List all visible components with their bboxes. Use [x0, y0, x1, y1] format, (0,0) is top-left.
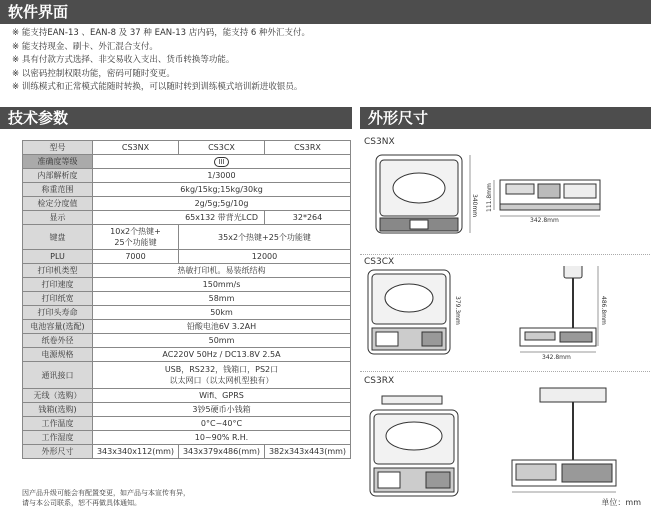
roll-label: 纸卷外径 [23, 334, 93, 348]
table-row [23, 250, 351, 264]
table-row [23, 155, 351, 169]
wireless-label: 无线（选购） [23, 389, 93, 403]
software-header: 软件界面 [0, 0, 651, 24]
dim-depth: 379.3mm [454, 296, 461, 325]
tech-specs-header: 技术参数 [0, 107, 352, 129]
size-nx: 343x340x112(mm) [93, 445, 179, 459]
model-label: 型号 [23, 141, 93, 155]
drawer-label: 钱箱(选购) [23, 403, 93, 417]
feature-item: ※ 具有付款方式选择、非交易收入支出、货币转换等功能。 [12, 54, 310, 68]
plu-label: PLU [23, 250, 93, 264]
paper-width-value: 58mm [93, 292, 351, 306]
print-speed-value: 150mm/s [93, 278, 351, 292]
feature-item: ※ 以密码控制权限功能，密码可随时变更。 [12, 68, 310, 82]
keyboard-value-nx-1: 10x2个热键+ [110, 227, 161, 236]
table-row [23, 183, 351, 197]
model-rx: CS3RX [265, 141, 351, 155]
comm-value-1: USB，RS232，钱箱口，PS2口 [164, 365, 279, 374]
power-label: 电源规格 [23, 348, 93, 362]
table-row [23, 362, 351, 389]
humidity-label: 工作湿度 [23, 431, 93, 445]
battery-value: 铅酸电池6V 3.2AH [93, 320, 351, 334]
display-value: 65x132 带背光LCD [93, 211, 265, 225]
cs3cx-diagram [362, 266, 647, 366]
accuracy-label: 准确度等级 [23, 155, 93, 169]
division-label: 检定分度值 [23, 197, 93, 211]
resolution-value: 1/3000 [93, 169, 351, 183]
display-label: 显示 [23, 211, 93, 225]
table-row [23, 264, 351, 278]
plu-value: 12000 [179, 250, 351, 264]
spec-table [22, 140, 351, 459]
keyboard-value-nx-2: 25个功能键 [114, 238, 157, 247]
comm-value-2: 以太网口（以太网机型独有） [169, 376, 274, 385]
range-label: 称重范围 [23, 183, 93, 197]
keyboard-value: 35x2个热键+25个功能键 [179, 225, 351, 250]
wireless-value: Wifi、GPRS [93, 389, 351, 403]
cs3nx-diagram [370, 150, 645, 250]
paper-width-label: 打印纸宽 [23, 292, 93, 306]
comm-label: 通讯接口 [23, 362, 93, 389]
dim-height: 111.8mm [486, 183, 493, 212]
table-row [23, 431, 351, 445]
feature-item: ※ 能支持现金、刷卡、外汇混合支付。 [12, 41, 310, 55]
footnote [22, 488, 190, 508]
diagram-label-cs3cx: CS3CX [364, 257, 395, 267]
table-row [23, 445, 351, 459]
accuracy-class-badge: III [214, 157, 228, 167]
table-row [23, 292, 351, 306]
table-row [23, 211, 351, 225]
size-rx: 382x343x443(mm) [265, 445, 351, 459]
dim-width: 342.8mm [542, 354, 571, 361]
size-label: 外形尺寸 [23, 445, 93, 459]
dimensions-header: 外形尺寸 [360, 107, 651, 129]
table-row [23, 278, 351, 292]
temp-value: 0°C~40°C [93, 417, 351, 431]
feature-item: ※ 训练模式和正常模式能随时转换，可以随时转到训练模式培训新进收银员。 [12, 81, 310, 95]
table-row [23, 225, 351, 250]
table-row [23, 334, 351, 348]
division-value: 2g/5g;5g/10g [93, 197, 351, 211]
printer-type-label: 打印机类型 [23, 264, 93, 278]
table-row [23, 197, 351, 211]
table-row [23, 320, 351, 334]
temp-label: 工作温度 [23, 417, 93, 431]
battery-label: 电池容量(选配) [23, 320, 93, 334]
table-row [23, 306, 351, 320]
table-row [23, 141, 351, 155]
table-row [23, 389, 351, 403]
unit-label: 单位：mm [601, 498, 641, 507]
resolution-label: 内部解析度 [23, 169, 93, 183]
table-row [23, 403, 351, 417]
head-life-value: 50km [93, 306, 351, 320]
dim-depth: 340mm [471, 194, 478, 218]
footnote-line-2: 请与本公司联系，恕不再做具体通知。 [22, 499, 141, 507]
humidity-value: 10~90% R.H. [93, 431, 351, 445]
dim-width: 342.8mm [530, 217, 559, 224]
keyboard-label: 键盘 [23, 225, 93, 250]
footnote-line-1: 因产品升级可能会有配置变更，如产品与本宣传有异， [22, 489, 190, 497]
plu-value-nx: 7000 [93, 250, 179, 264]
display-value-rx: 32*264 [265, 211, 351, 225]
range-value: 6kg/15kg;15kg/30kg [93, 183, 351, 197]
model-nx: CS3NX [93, 141, 179, 155]
table-row [23, 417, 351, 431]
feature-item: ※ 能支持EAN-13 、EAN-8 及 37 种 EAN-13 店内码，能支持 6 种外汇支付。 [12, 27, 310, 41]
model-cx: CS3CX [179, 141, 265, 155]
diagram-label-cs3nx: CS3NX [364, 137, 395, 147]
drawer-value: 3钞5硬币小钱箱 [93, 403, 351, 417]
printer-type-value: 热敏打印机。易装纸结构 [93, 264, 351, 278]
dim-height: 486.8mm [600, 296, 607, 325]
table-row [23, 348, 351, 362]
head-life-label: 打印头寿命 [23, 306, 93, 320]
table-row [23, 169, 351, 183]
power-value: AC220V 50Hz / DC13.8V 2.5A [93, 348, 351, 362]
divider [360, 254, 650, 255]
print-speed-label: 打印速度 [23, 278, 93, 292]
diagram-label-cs3rx: CS3RX [364, 376, 395, 386]
feature-list [12, 27, 310, 95]
roll-value: 50mm [93, 334, 351, 348]
cs3rx-diagram [362, 384, 647, 502]
size-cx: 343x379x486(mm) [179, 445, 265, 459]
divider [360, 371, 650, 372]
